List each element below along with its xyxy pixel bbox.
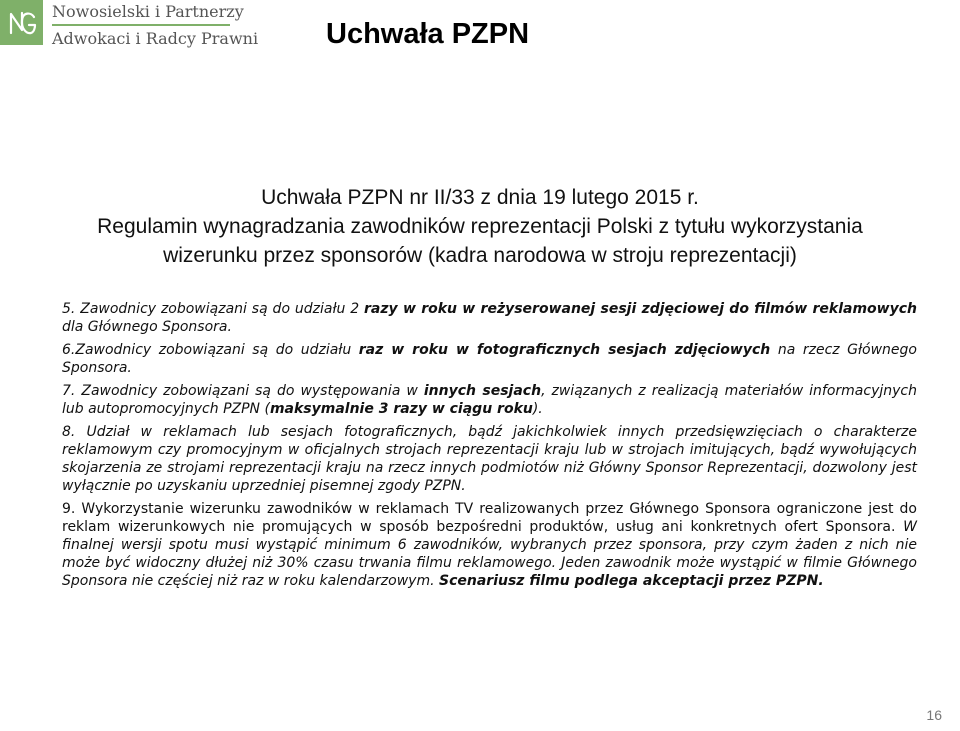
document-body (62, 300, 917, 595)
firm-name (52, 2, 258, 49)
firm-name-line1: Nowosielski i Partnerzy (52, 2, 244, 21)
heading-line-2: Regulamin wynagradzania zawodników reprezentacji Polski z tytułu wykorzystania (97, 215, 863, 238)
page-title: Uchwała PZPN (326, 18, 530, 50)
firm-logo-icon (0, 0, 43, 45)
paragraph-6: 6.Zawodnicy zobowiązani są do udziału raz w roku w fotograficznych sesjach zdjęciowych na rzecz Głównego Sponsora. (62, 342, 917, 376)
paragraph-5: 5. Zawodnicy zobowiązani są do udziału 2 razy w roku w reżyserowanej sesji zdjęciowej do filmów reklamowych dla Głównego Sponsora. (62, 301, 917, 335)
resolution-heading (40, 183, 920, 270)
paragraph-9: 9. Wykorzystanie wizerunku zawodników w reklamach TV realizowanych przez Głównego Sponsora ograniczone jest do reklam wizerunkowych nie promujących w sposób bezpośredni produktów, usług ani konkretnych ofert Sponsora. W finalnej wersji spotu musi wystąpić minimum 6 zawodników, wybranych przez sponsora, przy czym żaden z nich nie może być widoczny dłużej niż 30% czasu trwania filmu reklamowego. Jeden zawodnik może wystąpić w filmie Głównego Sponsora nie częściej niż raz w roku kalendarzowym. Scenariusz filmu podlega akceptacji przez PZPN. (62, 501, 917, 589)
paragraph-8: 8. Udział w reklamach lub sesjach fotograficznych, bądź jakichkolwiek innych przedsięwzięciach o charakterze reklamowym czy promocyjnym w oficjalnych strojach reprezentacji kraju lub w strojach imitujących, bądź wywołujących skojarzenia ze strojami reprezentacji kraju na rzecz innych podmiotów niż Główny Sponsor Reprezentacji, dozwolony jest wyłącznie po uzyskaniu uprzedniej pisemnej zgody PZPN. (62, 424, 917, 494)
paragraph-7: 7. Zawodnicy zobowiązani są do występowania w innych sesjach, związanych z realizacją materiałów informacyjnych lub autopromocyjnych PZPN (maksymalnie 3 razy w ciągu roku). (62, 383, 917, 417)
firm-name-line2: Adwokaci i Radcy Prawni (52, 29, 259, 48)
heading-line-1: Uchwała PZPN nr II/33 z dnia 19 lutego 2015 r. (261, 186, 699, 209)
heading-line-3: wizerunku przez sponsorów (kadra narodowa w stroju reprezentacji) (163, 244, 797, 267)
firm-name-divider (52, 24, 230, 26)
page-number: 16 (926, 707, 942, 723)
ng-monogram-icon (5, 6, 39, 40)
